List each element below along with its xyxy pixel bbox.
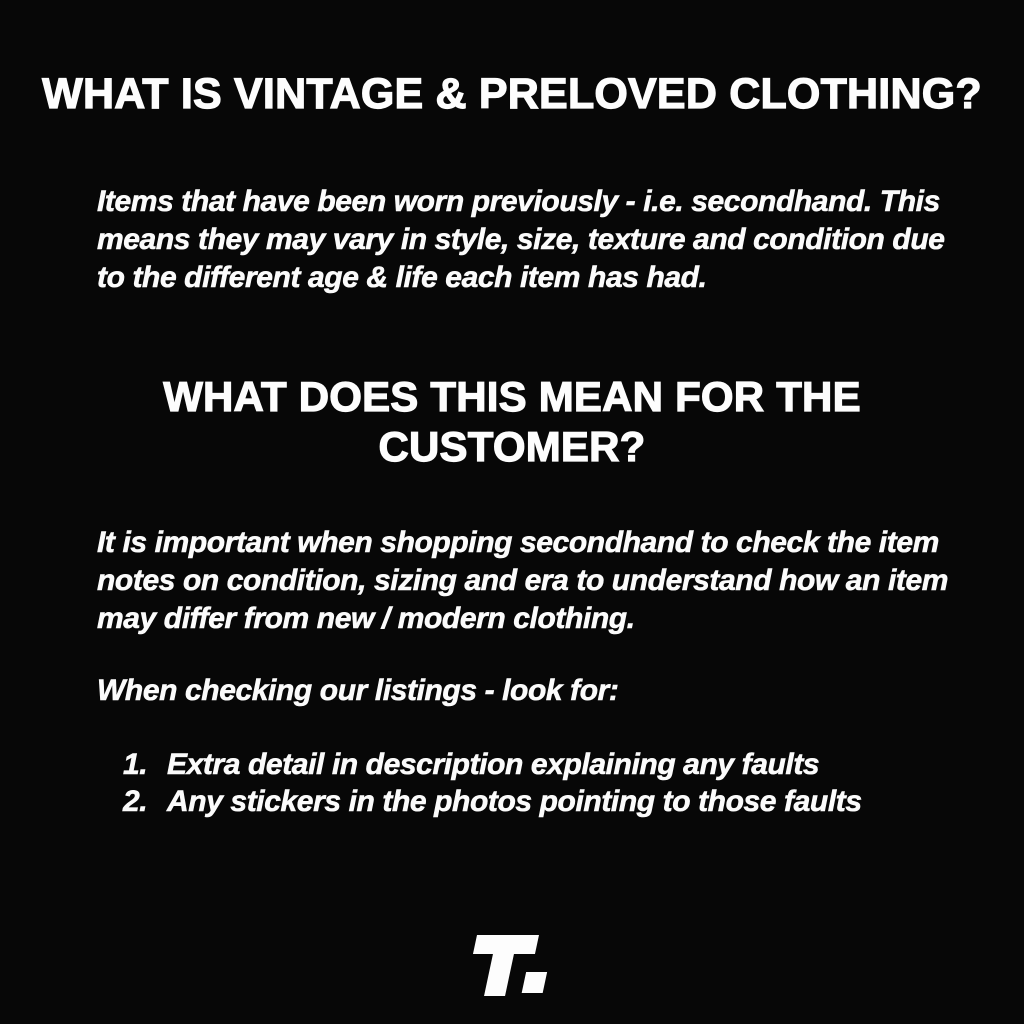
- checklist-item-number: 1.: [123, 748, 148, 781]
- secondary-heading: [0, 372, 1024, 472]
- checklist-item: [123, 783, 943, 820]
- checklist-item-number: 2.: [123, 785, 148, 818]
- intro-paragraph: [97, 183, 957, 297]
- brand-logo-t-icon: [461, 935, 559, 996]
- customer-paragraph-line: may differ from new / modern clothing.: [97, 602, 635, 635]
- customer-paragraph-line: It is important when shopping secondhand to check the item: [97, 526, 939, 559]
- intro-paragraph-line: to the different age & life each item has had.: [97, 261, 707, 294]
- checklist-item: [123, 746, 943, 783]
- listings-lead-text: When checking our listings - look for:: [97, 674, 619, 707]
- customer-paragraph: [97, 524, 957, 638]
- intro-paragraph-line: Items that have been worn previously - i.e. secondhand. This: [97, 185, 940, 218]
- checklist-item-text: Extra detail in description explaining any faults: [167, 748, 820, 781]
- secondary-heading-line: CUSTOMER?: [378, 423, 646, 470]
- logo-t-stem: [484, 952, 514, 996]
- logo-t-dot: [522, 972, 547, 993]
- customer-paragraph-line: notes on condition, sizing and era to understand how an item: [97, 564, 949, 597]
- primary-heading: WHAT IS VINTAGE & PRELOVED CLOTHING?: [42, 70, 982, 118]
- checklist-item-text: Any stickers in the photos pointing to those faults: [167, 785, 862, 818]
- checklist: [123, 746, 943, 820]
- secondary-heading-line: WHAT DOES THIS MEAN FOR THE: [163, 373, 861, 420]
- intro-paragraph-line: means they may vary in style, size, texture and condition due: [97, 223, 945, 256]
